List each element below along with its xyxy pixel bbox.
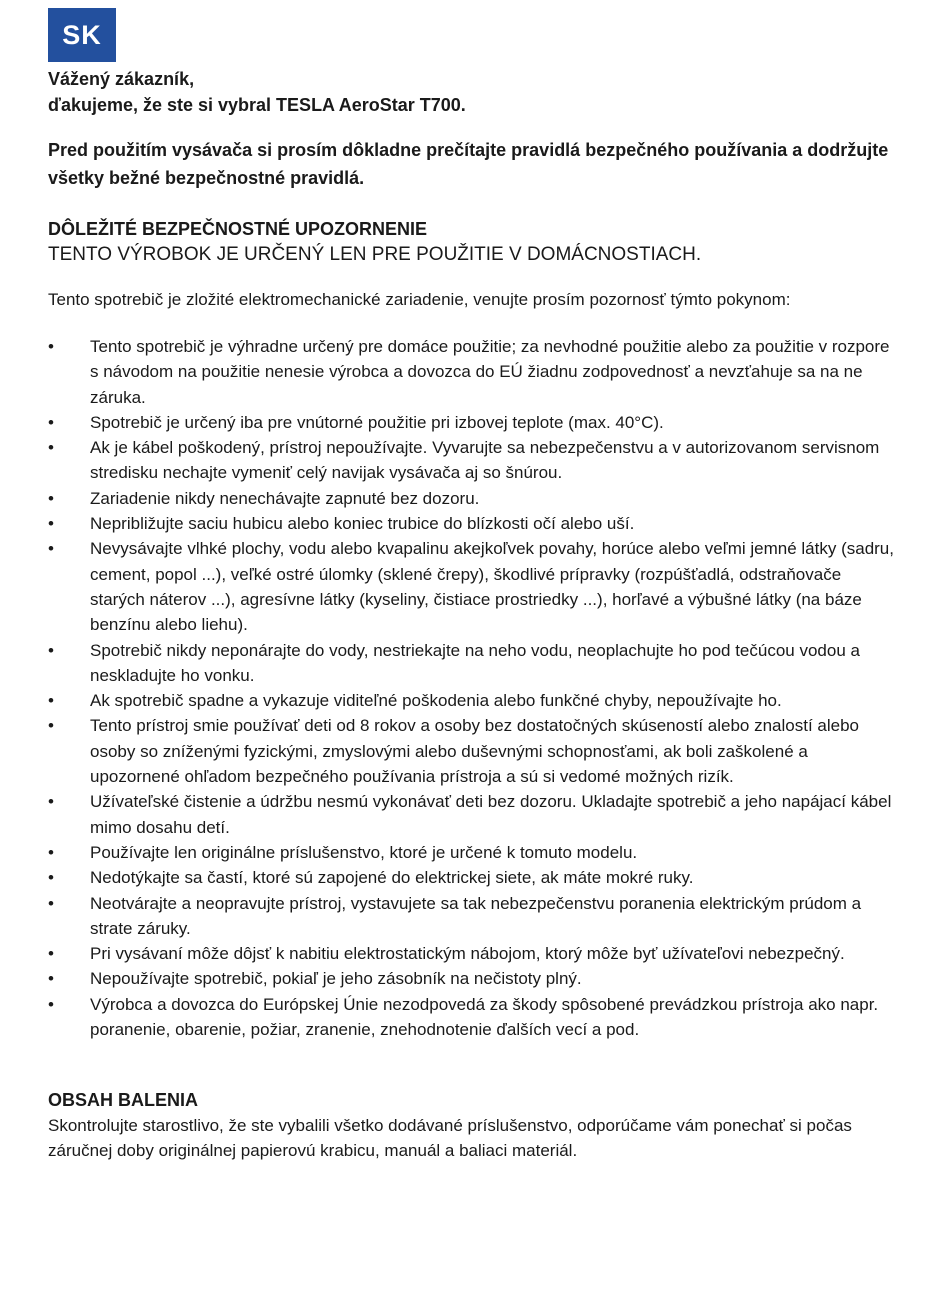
safety-rule-item [48, 486, 898, 511]
safety-rule-text: Používajte len originálne príslušenstvo, ktoré je určené k tomuto modelu. [90, 842, 638, 862]
manual-page [48, 8, 898, 1163]
bullet-icon: • [48, 640, 54, 660]
safety-rule-text: Nevysávajte vlhké plochy, vodu alebo kvapalinu akejkoľvek povahy, horúce alebo veľmi jemné látky (sadru, cement, popol ...), veľké ostré úlomky (sklené črepy), škodlivé prípravky (rozpúšťadlá, odstraňovače starých náterov ...), agresívne látky (kyseliny, čistiace prostriedky ...), horľavé a výbušné látky (na báze benzínu alebo liehu). [90, 539, 894, 635]
greeting-line-2: ďakujeme, že ste si vybral TESLA AeroStar T700. [48, 95, 466, 115]
bullet-icon: • [48, 969, 54, 989]
bullet-icon: • [48, 944, 54, 964]
safety-rule-item [48, 840, 898, 865]
safety-rule-text: Spotrebič nikdy neponárajte do vody, nestriekajte na neho vodu, neoplachujte ho pod tečúcou vodou a neskladujte ho vonku. [90, 640, 860, 685]
safety-rule-item [48, 891, 898, 942]
greeting-line-1: Vážený zákazník, [48, 69, 195, 89]
safety-rule-text: Pri vysávaní môže dôjsť k nabitiu elektrostatickým nábojom, ktorý môže byť užívateľovi nebezpečný. [90, 944, 845, 964]
bullet-icon: • [48, 412, 54, 432]
safety-rule-item [48, 688, 898, 713]
safety-rule-item [48, 941, 898, 966]
bullet-icon: • [48, 868, 54, 888]
safety-rule-item [48, 966, 898, 991]
safety-rule-text: Nepribližujte saciu hubicu alebo koniec trubice do blízkosti očí alebo uší. [90, 514, 635, 534]
safety-rule-item [48, 865, 898, 890]
safety-rule-item [48, 536, 898, 637]
safety-rule-text: Tento spotrebič je výhradne určený pre domáce použitie; za nevhodné použitie alebo za použitie v rozpore s návodom na použitie nenesie výrobca a dovozca do EÚ žiadnu zodpovednosť a nevzťahuje sa na ne záruka. [90, 337, 890, 407]
safety-rule-item [48, 511, 898, 536]
package-title: OBSAH BALENIA [48, 1090, 199, 1111]
package-text: Skontrolujte starostlivo, že ste vybalili všetko dodávané príslušenstvo, odporúčame vám ponechať si počas záručnej doby originálnej papierovú krabicu, manuál a baliaci materiál. [48, 1116, 852, 1161]
safety-rule-text: Výrobca a dovozca do Európskej Únie nezodpovedá za škody spôsobené prevádzkou prístroja ako napr. poranenie, obarenie, požiar, zranenie, znehodnotenie ďalších vecí a pod. [90, 994, 879, 1040]
safety-rule-item [48, 435, 898, 486]
safety-rule-text: Užívateľské čistenie a údržbu nesmú vykonávať deti bez dozoru. Ukladajte spotrebič a jeho napájací kábel mimo dosahu detí. [90, 792, 892, 837]
bullet-icon: • [48, 842, 54, 862]
safety-rule-text: Ak spotrebič spadne a vykazuje viditeľné poškodenia alebo funkčné chyby, nepoužívajte ho. [90, 691, 782, 711]
safety-rules-list [48, 334, 898, 1042]
safety-rule-text: Spotrebič je určený iba pre vnútorné použitie pri izbovej teplote (max. 40°C). [90, 412, 664, 432]
bullet-icon: • [48, 438, 54, 458]
greeting [48, 66, 898, 118]
safety-rule-item [48, 638, 898, 689]
safety-rule-item [48, 789, 898, 840]
warning-title: DÔLEŽITÉ BEZPEČNOSTNÉ UPOZORNENIE [48, 219, 428, 239]
bullet-icon: • [48, 488, 54, 508]
safety-rule-item [48, 334, 898, 410]
bullet-icon: • [48, 337, 54, 356]
safety-rule-text: Ak je kábel poškodený, prístroj nepoužívajte. Vyvarujte sa nebezpečenstvu a v autorizovanom servisnom stredisku nechajte vymeniť celý navijak vysávača aj so šnúrou. [90, 438, 880, 483]
safety-rule-text: Nedotýkajte sa častí, ktoré sú zapojené do elektrickej siete, ak máte mokré ruky. [90, 868, 694, 888]
warning-subtitle: TENTO VÝROBOK JE URČENÝ LEN PRE POUŽITIE V DOMÁCNOSTIACH. [48, 244, 702, 265]
intro-paragraph: Pred použitím vysávača si prosím dôkladne prečítajte pravidlá bezpečného používania a dodržujte všetky bežné bezpečnostné pravidlá. [48, 140, 889, 188]
safety-rule-text: Neotvárajte a neopravujte prístroj, vystavujete sa tak nebezpečenstvu poranenia elektrickým prúdom a strate záruky. [90, 893, 862, 938]
safety-rule-item [48, 410, 898, 435]
bullet-icon: • [48, 792, 54, 812]
safety-rule-text: Nepoužívajte spotrebič, pokiaľ je jeho zásobník na nečistoty plný. [90, 969, 582, 989]
safety-rule-item [48, 992, 898, 1043]
safety-rule-text: Zariadenie nikdy nenechávajte zapnuté bez dozoru. [90, 488, 480, 508]
safety-rule-item [48, 713, 898, 789]
bullet-icon: • [48, 893, 54, 913]
language-badge: SK [48, 8, 116, 62]
bullet-icon: • [48, 691, 54, 711]
rules-lead: Tento spotrebič je zložité elektromechanické zariadenie, venujte prosím pozornosť týmto pokynom: [48, 290, 791, 309]
bullet-icon: • [48, 514, 54, 534]
bullet-icon: • [48, 539, 54, 559]
bullet-icon: • [48, 994, 54, 1014]
bullet-icon: • [48, 716, 54, 736]
safety-rule-text: Tento prístroj smie používať deti od 8 rokov a osoby bez dostatočných skúseností alebo znalostí alebo osoby so zníženými fyzickými, zmyslovými alebo duševnými schopnosťami, ak boli zaškolené a upozornené ohľadom bezpečného používania prístroja a sú si vedomé možných rizík. [90, 716, 859, 787]
